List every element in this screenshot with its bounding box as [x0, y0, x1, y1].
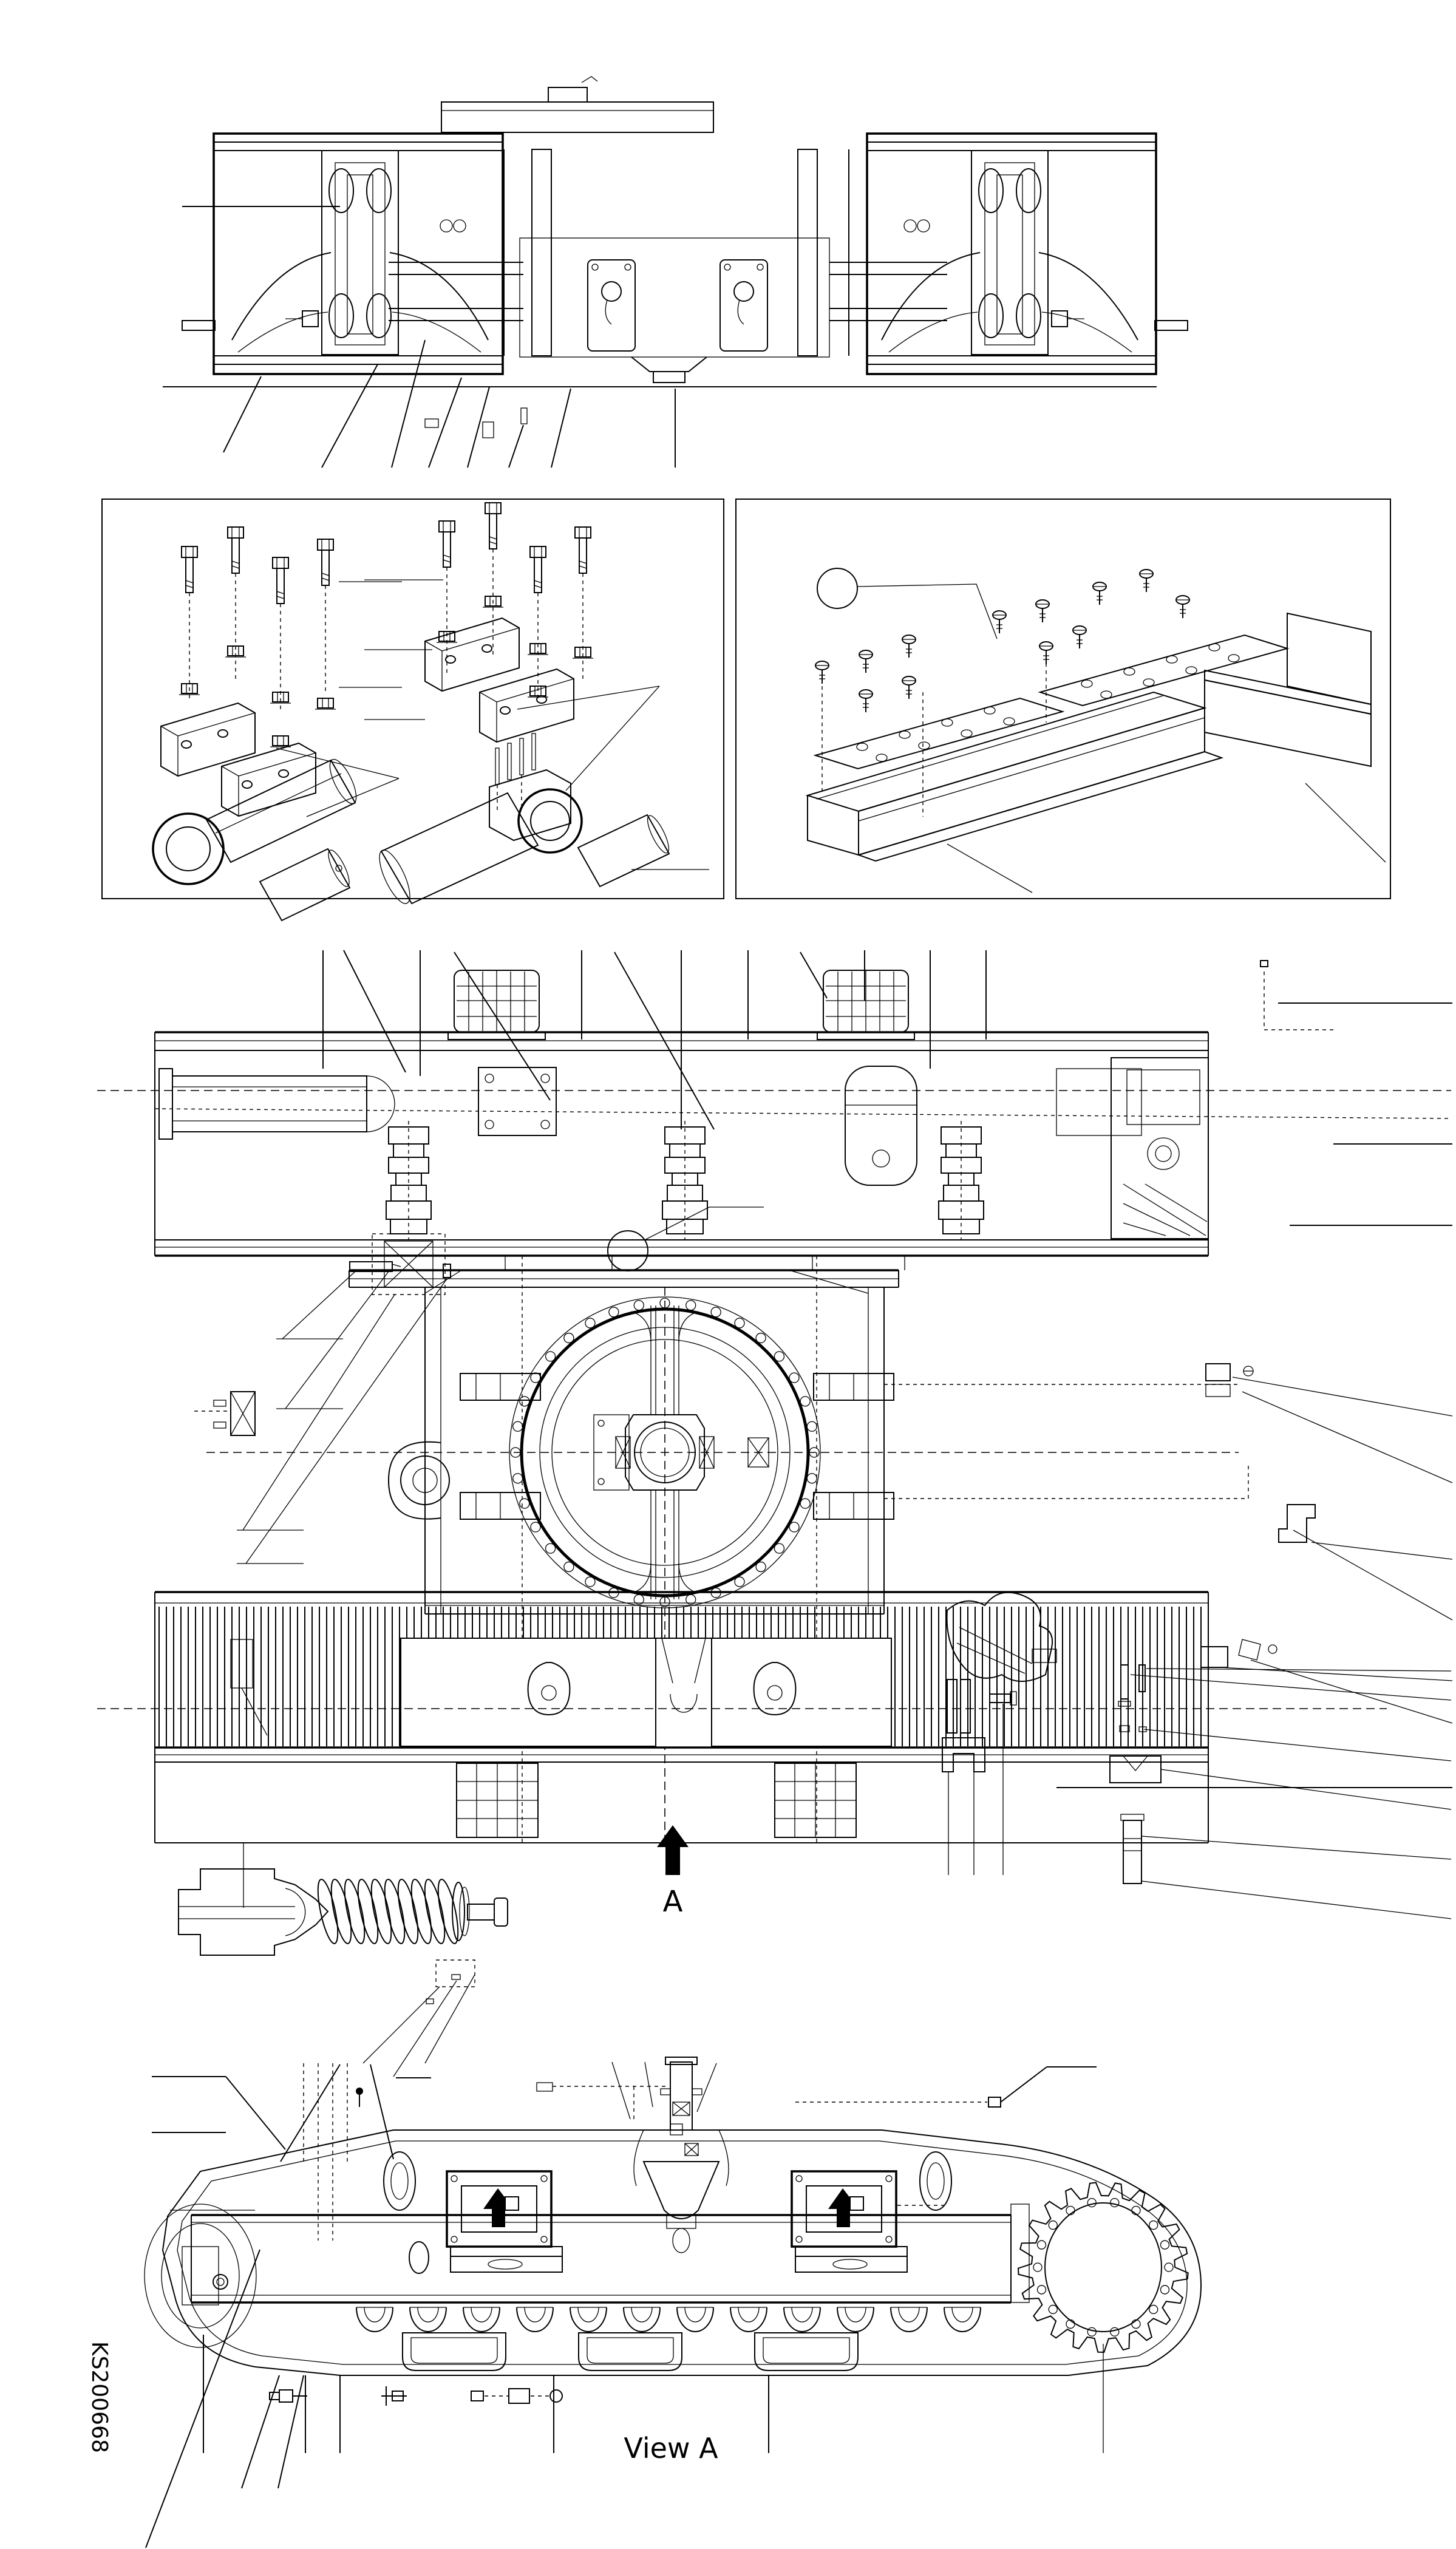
detail-box-left	[102, 499, 724, 921]
direction-plate-left	[447, 2171, 562, 2272]
callout-badge[interactable]	[608, 1231, 648, 1271]
steering-cylinder	[172, 1076, 395, 1132]
view-a-small-parts	[270, 2386, 562, 2406]
flange-tab	[814, 1373, 894, 1400]
right-margin-leaders	[1260, 961, 1452, 1225]
screw-icon	[1140, 570, 1153, 592]
flange-tab	[814, 1492, 894, 1519]
guard-pad	[457, 1763, 538, 1837]
bolt-icon	[273, 557, 288, 709]
screw-icon	[1039, 642, 1053, 664]
roller-shoe	[579, 2333, 682, 2370]
screw-icon	[1176, 596, 1189, 618]
roller-tower	[662, 1121, 707, 1240]
guard-angle-right	[1205, 613, 1371, 766]
coil-spring	[314, 1878, 462, 1945]
screw-icon	[1093, 582, 1106, 605]
roller-shoe	[403, 2333, 506, 2370]
mount-plate	[478, 1067, 556, 1135]
bottom-rollers	[356, 2307, 981, 2370]
nut-icon	[270, 736, 291, 747]
pivot-plate-left	[588, 260, 635, 351]
right-track-unit	[867, 134, 1188, 374]
center-jack-assembly	[537, 2057, 729, 2253]
nut-icon	[315, 698, 336, 709]
clamp-block-icon	[425, 618, 519, 691]
track-frame	[191, 2204, 1029, 2302]
right-drive-housing	[1111, 1058, 1208, 1239]
roller-tower	[386, 1121, 431, 1240]
cover-plate-left	[815, 698, 1063, 769]
curved-guard	[947, 1593, 1056, 1681]
clamp-block-icon	[161, 703, 255, 776]
screw-icon	[993, 611, 1006, 633]
drawing-number-label: KS200668	[87, 2341, 112, 2453]
bolt-icon	[439, 521, 455, 673]
screw-icon	[1073, 626, 1086, 648]
bolt-icon	[530, 546, 546, 698]
roller-shoe	[755, 2333, 858, 2370]
view-a-leader-lines	[146, 2063, 1097, 2548]
sprocket-bolt-holes	[1033, 2199, 1173, 2336]
screw-icon	[859, 690, 873, 712]
callout-label: 36	[822, 577, 853, 602]
figure-front-elevation	[163, 77, 1188, 468]
carrier-roller	[920, 2152, 951, 2210]
callout-badge[interactable]	[817, 568, 857, 608]
bolt-icon	[182, 546, 197, 698]
recoil-spring-assembly	[179, 1843, 508, 2077]
screw-icon	[902, 635, 916, 658]
bell-housing	[845, 1066, 917, 1185]
exploded-clamp-assembly-1	[153, 527, 402, 921]
figure-plan-view	[97, 950, 1452, 2077]
figure-view-a	[145, 2057, 1201, 2548]
sprocket-teeth	[1018, 2183, 1188, 2353]
sprocket-wheel	[1018, 2183, 1188, 2454]
travel-motor-grille-right	[817, 970, 914, 1040]
view-direction-label: A	[662, 1885, 683, 1919]
callout-36-leader-line	[857, 584, 997, 639]
stud-block-icon	[489, 733, 571, 840]
track-band-plan	[97, 1592, 1452, 1843]
guard-pad	[775, 1763, 856, 1837]
screw-icon	[902, 676, 916, 699]
screw-icon	[1036, 600, 1049, 622]
roller-tower	[939, 1121, 984, 1240]
screw-icon	[859, 650, 873, 673]
detail-box-right	[736, 499, 1390, 899]
callout-label: 36	[612, 1239, 644, 1264]
pivot-plate-right	[720, 260, 767, 351]
towing-ear	[389, 1442, 449, 1519]
bolt-icon	[318, 539, 333, 691]
transverse-beam	[97, 970, 1451, 1295]
right-side-parts	[884, 1364, 1452, 1723]
travel-motor-grille-left	[448, 970, 545, 1040]
center-frame	[389, 77, 947, 438]
view-direction-arrow-icon	[657, 1825, 689, 1875]
exploded-clamp-assembly-2	[364, 503, 709, 907]
clamp-block-icon	[480, 669, 574, 742]
callout-36-plan[interactable]	[608, 1231, 648, 1271]
carrier-roller	[384, 2152, 415, 2210]
bolt-icon	[485, 503, 501, 655]
channel-beam	[808, 692, 1222, 861]
view-direction-marker	[657, 1825, 689, 1919]
exploded-guard-plates	[808, 570, 1386, 893]
callout-36-detail[interactable]	[817, 568, 857, 608]
left-track-unit	[182, 134, 503, 374]
direction-plate-right	[792, 2171, 907, 2272]
view-a-label: View A	[624, 2432, 718, 2465]
bolt-icon	[575, 527, 591, 679]
idler-wheel	[145, 2204, 256, 2347]
front-elevation-leader-lines	[182, 206, 675, 468]
